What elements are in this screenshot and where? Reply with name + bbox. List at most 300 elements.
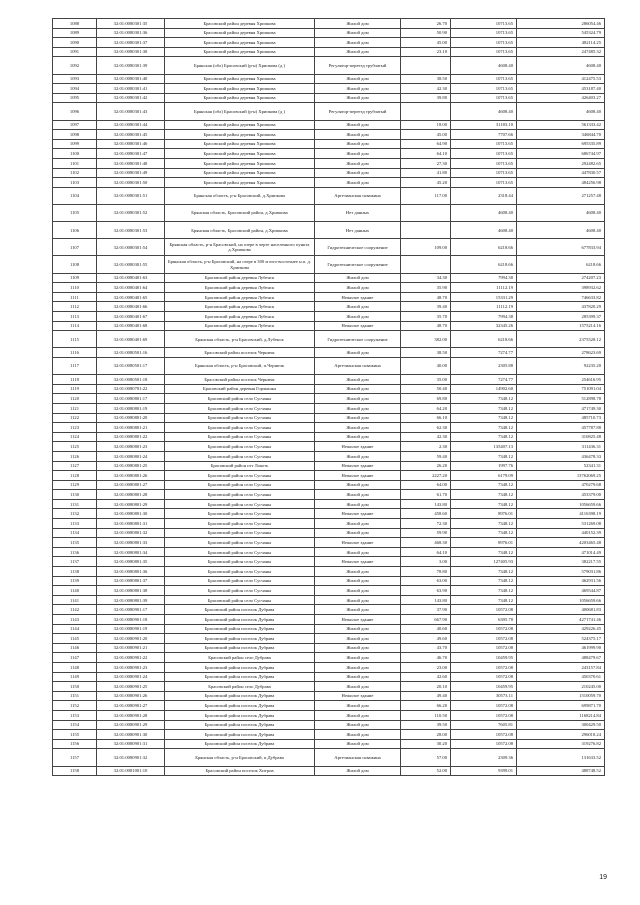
cadastral-value-cell: 254616.95	[517, 375, 605, 385]
cadastral-number-cell: 32:01:0080801:23	[97, 442, 165, 452]
object-type-cell: Нет данных	[315, 222, 401, 239]
area-cell: 3.00	[401, 557, 451, 567]
row-number-cell: 1141	[53, 595, 97, 605]
specific-value-cell: 7274.77	[451, 348, 517, 358]
specific-value-cell: 7348.12	[451, 403, 517, 413]
row-number-cell: 1135	[53, 538, 97, 548]
specific-value-cell: 10459.95	[451, 653, 517, 663]
table-row	[53, 74, 605, 84]
cadastral-number-cell: 32:01:0080401:63	[97, 273, 165, 283]
area-cell: 35.90	[401, 283, 451, 293]
specific-value-cell: 10572.08	[451, 739, 517, 749]
specific-value-cell: 10713.65	[451, 178, 517, 188]
area-cell: 39.50	[401, 720, 451, 730]
cadastral-number-cell: 32:01:0080801:19	[97, 403, 165, 413]
area-cell: 46.70	[401, 653, 451, 663]
address-cell: Брасовский район село Сусчаны	[165, 423, 315, 433]
row-number-cell: 1119	[53, 384, 97, 394]
address-cell: Брасовский район поселок Дубрава	[165, 672, 315, 682]
address-cell: Брянская область, Брасовский район, д.Хрипкова	[165, 204, 315, 221]
table-row	[53, 149, 605, 159]
area-cell: 63.00	[401, 576, 451, 586]
cadastral-number-cell: 32:01:0080301:55	[97, 256, 165, 273]
cadastral-number-cell: 32:01:0080301:40	[97, 74, 165, 84]
address-cell: Брасовский район село Сусчаны	[165, 490, 315, 500]
specific-value-cell: 127405.93	[451, 557, 517, 567]
object-type-cell: Гидротехническое сооружение	[315, 239, 401, 256]
table-row	[53, 672, 605, 682]
cadastral-value-cell: 453379.00	[517, 490, 605, 500]
address-cell: Брасовский район село Сусчаны	[165, 586, 315, 596]
object-type-cell: Жилой дом	[315, 595, 401, 605]
cadastral-number-cell: 32:01:0080301:53	[97, 222, 165, 239]
table-row	[53, 471, 605, 481]
address-cell: Брасовский район деревня Хрипкова	[165, 130, 315, 140]
cadastral-value-table	[52, 18, 605, 776]
area-cell: 2.30	[401, 442, 451, 452]
table-row	[53, 413, 605, 423]
specific-value-cell: 30573.11	[451, 691, 517, 701]
specific-value-cell: 4608.40	[451, 57, 517, 74]
cadastral-value-cell: 1510059.70	[517, 691, 605, 701]
object-type-cell: Жилой дом	[315, 643, 401, 653]
area-cell: 38.50	[401, 348, 451, 358]
table-row	[53, 84, 605, 94]
cadastral-value-cell: 210245.00	[517, 682, 605, 692]
table-row	[53, 691, 605, 701]
address-cell: Брасовский район деревня Хрипкова	[165, 149, 315, 159]
area-cell: 64.10	[401, 149, 451, 159]
address-cell: Брасовский район село Сусчаны	[165, 557, 315, 567]
cadastral-value-cell: 488479.67	[517, 653, 605, 663]
row-number-cell: 1149	[53, 672, 97, 682]
cadastral-number-cell: 32:01:0080901:28	[97, 710, 165, 720]
cadastral-value-cell: 346844.70	[517, 130, 605, 140]
object-type-cell: Жилой дом	[315, 634, 401, 644]
table-row	[53, 605, 605, 615]
cadastral-number-cell: 32:01:0081001:10	[97, 766, 165, 776]
cadastral-number-cell: 32:01:0080401:67	[97, 312, 165, 322]
specific-value-cell: 10713.65	[451, 93, 517, 103]
table-row	[53, 557, 605, 567]
specific-value-cell: 7605.81	[451, 720, 517, 730]
table-row	[53, 120, 605, 130]
row-number-cell: 1109	[53, 273, 97, 283]
specific-value-cell: 10572.08	[451, 662, 517, 672]
cadastral-number-cell: 32:01:0080901:29	[97, 720, 165, 730]
cadastral-value-cell: 426403.27	[517, 93, 605, 103]
specific-value-cell: 7348.12	[451, 423, 517, 433]
row-number-cell: 1132	[53, 509, 97, 519]
area-cell: 109.00	[401, 239, 451, 256]
specific-value-cell: 10713.65	[451, 139, 517, 149]
cadastral-value-cell: 4608.40	[517, 57, 605, 74]
row-number-cell: 1123	[53, 423, 97, 433]
address-cell: Брасовский район деревня Хрипкова	[165, 139, 315, 149]
address-cell: Брасовский район поселок Дубрава	[165, 720, 315, 730]
row-number-cell: 1136	[53, 547, 97, 557]
specific-value-cell: 10713.65	[451, 38, 517, 48]
row-number-cell: 1112	[53, 302, 97, 312]
row-number-cell: 1157	[53, 749, 97, 766]
address-cell: Брасовский район деревня Хрипкова	[165, 47, 315, 57]
table-row	[53, 256, 605, 273]
cadastral-number-cell: 32:01:0080301:49	[97, 168, 165, 178]
table-row	[53, 139, 605, 149]
object-type-cell: Нежилое здание	[315, 615, 401, 625]
object-type-cell: Жилой дом	[315, 567, 401, 577]
cadastral-value-cell: 579031.86	[517, 567, 605, 577]
specific-value-cell: 7348.12	[451, 567, 517, 577]
cadastral-number-cell: 32:01:0080901:30	[97, 730, 165, 740]
object-type-cell: Жилой дом	[315, 653, 401, 663]
cadastral-number-cell: 32:01:0080501:18	[97, 375, 165, 385]
row-number-cell: 1104	[53, 187, 97, 204]
cadastral-value-cell: 52341.31	[517, 461, 605, 471]
area-cell: 48.70	[401, 292, 451, 302]
table-row	[53, 178, 605, 188]
address-cell: Брянская (обл) Брасовский (р-н) Хрипкова (д )	[165, 57, 315, 74]
object-type-cell: Жилой дом	[315, 547, 401, 557]
specific-value-cell: 4608.40	[451, 103, 517, 120]
address-cell: Брасовский район поселок Дубрава	[165, 605, 315, 615]
cadastral-value-cell: 300429.50	[517, 720, 605, 730]
table-row	[53, 103, 605, 120]
specific-value-cell: 10572.08	[451, 643, 517, 653]
specific-value-cell: 9399.01	[451, 766, 517, 776]
row-number-cell: 1094	[53, 84, 97, 94]
area-cell: 39.80	[401, 93, 451, 103]
area-cell: 45.00	[401, 130, 451, 140]
cadastral-value-cell: 278623.69	[517, 348, 605, 358]
address-cell: Брасовский район деревня Хрипкова	[165, 19, 315, 29]
specific-value-cell: 7348.12	[451, 413, 517, 423]
object-type-cell: Жилой дом	[315, 720, 401, 730]
row-number-cell: 1151	[53, 691, 97, 701]
area-cell: 39.40	[401, 302, 451, 312]
object-type-cell: Нежилое здание	[315, 557, 401, 567]
cadastral-value-cell: 561333.42	[517, 120, 605, 130]
cadastral-number-cell: 32:01:0080801:27	[97, 480, 165, 490]
table-row	[53, 586, 605, 596]
specific-value-cell: 10572.08	[451, 730, 517, 740]
object-type-cell: Жилой дом	[315, 158, 401, 168]
row-number-cell: 1142	[53, 605, 97, 615]
cadastral-number-cell: 32:01:0080301:43	[97, 103, 165, 120]
object-type-cell: Жилой дом	[315, 672, 401, 682]
specific-value-cell: 10713.65	[451, 84, 517, 94]
cadastral-table-sheet	[52, 18, 604, 776]
row-number-cell: 1148	[53, 662, 97, 672]
address-cell: Брасовский район село Сусчаны	[165, 538, 315, 548]
area-cell: 117.00	[401, 187, 451, 204]
address-cell: Брянская область, р-н Брасовский, д.Хрипкова	[165, 187, 315, 204]
area-cell: 64.90	[401, 139, 451, 149]
cadastral-number-cell: 32:01:0080801:35	[97, 557, 165, 567]
object-type-cell: Нежилое здание	[315, 292, 401, 302]
cadastral-number-cell: 32:01:0080801:31	[97, 519, 165, 529]
table-row	[53, 682, 605, 692]
table-row	[53, 528, 605, 538]
cadastral-value-cell: 457787.88	[517, 423, 605, 433]
table-row	[53, 710, 605, 720]
row-number-cell: 1138	[53, 567, 97, 577]
table-row	[53, 519, 605, 529]
specific-value-cell: 10572.08	[451, 710, 517, 720]
cadastral-number-cell: 32:01:0080901:22	[97, 653, 165, 663]
area-cell: 42.30	[401, 432, 451, 442]
cadastral-value-cell: 4608.40	[517, 103, 605, 120]
address-cell: Брасовский район поселок Хитров	[165, 766, 315, 776]
object-type-cell: Жилой дом	[315, 384, 401, 394]
area-cell: 23.00	[401, 662, 451, 672]
row-number-cell: 1092	[53, 57, 97, 74]
cadastral-value-cell: 412475.53	[517, 74, 605, 84]
cadastral-number-cell: 32:01:0080801:36	[97, 567, 165, 577]
area-cell: 40.60	[401, 624, 451, 634]
cadastral-value-cell: 4608.40	[517, 222, 605, 239]
row-number-cell: 1102	[53, 168, 97, 178]
cadastral-value-cell: 271257.48	[517, 187, 605, 204]
row-number-cell: 1129	[53, 480, 97, 490]
address-cell: Брасовский район деревня Лубенск	[165, 273, 315, 283]
row-number-cell: 1099	[53, 139, 97, 149]
specific-value-cell: 10713.65	[451, 74, 517, 84]
cadastral-number-cell: 32:01:0080301:44	[97, 120, 165, 130]
cadastral-number-cell: 32:01:0080801:24	[97, 451, 165, 461]
cadastral-value-cell: 440152.39	[517, 528, 605, 538]
cadastral-value-cell: 531269.08	[517, 519, 605, 529]
cadastral-number-cell: 32:01:0080901:26	[97, 691, 165, 701]
cadastral-number-cell: 32:01:0080801:21	[97, 423, 165, 433]
table-row	[53, 321, 605, 331]
table-row	[53, 403, 605, 413]
specific-value-cell: 7348.12	[451, 595, 517, 605]
table-row	[53, 19, 605, 29]
address-cell: Брасовский район поселок Дубрава	[165, 710, 315, 720]
row-number-cell: 1134	[53, 528, 97, 538]
table-row	[53, 634, 605, 644]
object-type-cell: Нежилое здание	[315, 509, 401, 519]
area-cell: 35.70	[401, 312, 451, 322]
object-type-cell: Гидротехническое сооружение	[315, 256, 401, 273]
specific-value-cell: 10572.08	[451, 701, 517, 711]
specific-value-cell: 10459.95	[451, 682, 517, 692]
table-row	[53, 432, 605, 442]
cadastral-number-cell: 32:01:0080901:17	[97, 605, 165, 615]
cadastral-value-cell: 484256.98	[517, 178, 605, 188]
area-cell: 40.00	[401, 357, 451, 374]
object-type-cell: Нежилое здание	[315, 321, 401, 331]
row-number-cell: 1137	[53, 557, 97, 567]
table-body	[53, 19, 605, 776]
row-number-cell: 1113	[53, 312, 97, 322]
cadastral-number-cell: 32:01:0080801:28	[97, 490, 165, 500]
object-type-cell: Жилой дом	[315, 605, 401, 615]
specific-value-cell: 10572.08	[451, 605, 517, 615]
address-cell: Брасовский район село Сусчаны	[165, 480, 315, 490]
area-cell: 41.80	[401, 168, 451, 178]
object-type-cell: Жилой дом	[315, 178, 401, 188]
table-row	[53, 57, 605, 74]
object-type-cell: Жилой дом	[315, 139, 401, 149]
area-cell: 59.90	[401, 528, 451, 538]
row-number-cell: 1155	[53, 730, 97, 740]
cadastral-value-cell: 453187.40	[517, 84, 605, 94]
specific-value-cell: 31183.10	[451, 120, 517, 130]
table-row	[53, 662, 605, 672]
table-row	[53, 375, 605, 385]
cadastral-number-cell: 32:01:0080301:54	[97, 239, 165, 256]
area-cell: 50.40	[401, 384, 451, 394]
cadastral-number-cell: 32:01:0080901:18	[97, 615, 165, 625]
cadastral-value-cell: 310825.48	[517, 432, 605, 442]
table-row	[53, 331, 605, 348]
area-cell: 26.70	[401, 19, 451, 29]
address-cell: Брасовский район поселок Дубрава	[165, 739, 315, 749]
row-number-cell: 1140	[53, 586, 97, 596]
address-cell: Брасовский район деревня Хрипкова	[165, 93, 315, 103]
row-number-cell: 1107	[53, 239, 97, 256]
area-cell: 72.30	[401, 519, 451, 529]
row-number-cell: 1158	[53, 766, 97, 776]
area-cell: 62.30	[401, 423, 451, 433]
table-row	[53, 187, 605, 204]
area-cell	[401, 57, 451, 74]
address-cell: Брасовский район село Сусчаны	[165, 403, 315, 413]
cadastral-value-cell: 286054.46	[517, 19, 605, 29]
address-cell: Брасовский район поселок Дубрава	[165, 691, 315, 701]
specific-value-cell: 10713.65	[451, 28, 517, 38]
cadastral-number-cell: 32:01:0080301:38	[97, 47, 165, 57]
address-cell: Брасовский район деревня Лубенск	[165, 283, 315, 293]
cadastral-value-cell: 450370.61	[517, 672, 605, 682]
row-number-cell: 1143	[53, 615, 97, 625]
address-cell: Брянская область, Брасовский район, д.Хрипкова	[165, 222, 315, 239]
cadastral-number-cell: 32:01:0080901:25	[97, 682, 165, 692]
object-type-cell: Жилой дом	[315, 47, 401, 57]
specific-value-cell: 2318.44	[451, 187, 517, 204]
table-row	[53, 547, 605, 557]
object-type-cell: Нежилое здание	[315, 461, 401, 471]
table-row	[53, 615, 605, 625]
row-number-cell: 1114	[53, 321, 97, 331]
specific-value-cell: 8976.01	[451, 538, 517, 548]
table-row	[53, 509, 605, 519]
address-cell: Брянская (обл) Брасовский (р-н) Хрипкова (д )	[165, 103, 315, 120]
cadastral-number-cell: 32:01:0080901:31	[97, 739, 165, 749]
cadastral-value-cell: 699871.70	[517, 701, 605, 711]
object-type-cell: Жилой дом	[315, 348, 401, 358]
object-type-cell: Артезианская скважина	[315, 749, 401, 766]
area-cell: 66.10	[401, 413, 451, 423]
cadastral-number-cell: 32:01:0080301:41	[97, 84, 165, 94]
object-type-cell: Жилой дом	[315, 490, 401, 500]
cadastral-number-cell: 32:01:0080901:19	[97, 624, 165, 634]
specific-value-cell: 10713.65	[451, 168, 517, 178]
address-cell: Брасовский район село Сусчаны	[165, 442, 315, 452]
cadastral-value-cell: 461999.90	[517, 643, 605, 653]
cadastral-number-cell: 32:01:0080801:37	[97, 576, 165, 586]
object-type-cell: Жилой дом	[315, 130, 401, 140]
address-cell: Брасовский район село Сусчаны	[165, 567, 315, 577]
object-type-cell: Жилой дом	[315, 302, 401, 312]
object-type-cell: Жилой дом	[315, 394, 401, 404]
cadastral-number-cell: 32:01:0080301:42	[97, 93, 165, 103]
specific-value-cell: 2309.36	[451, 749, 517, 766]
row-number-cell: 1131	[53, 499, 97, 509]
table-row	[53, 302, 605, 312]
cadastral-value-cell: 1056659.66	[517, 499, 605, 509]
row-number-cell: 1127	[53, 461, 97, 471]
row-number-cell: 1154	[53, 720, 97, 730]
object-type-cell: Артезианская скважина	[315, 187, 401, 204]
row-number-cell: 1106	[53, 222, 97, 239]
address-cell: Брасовский район деревня Лубенск	[165, 292, 315, 302]
row-number-cell: 1118	[53, 375, 97, 385]
area-cell	[401, 222, 451, 239]
area-cell: 66.20	[401, 701, 451, 711]
row-number-cell: 1153	[53, 710, 97, 720]
cadastral-number-cell: 32:01:0080801:20	[97, 413, 165, 423]
cadastral-value-cell: 437820.29	[517, 302, 605, 312]
specific-value-cell: 10713.65	[451, 149, 517, 159]
cadastral-value-cell: 285399.37	[517, 312, 605, 322]
specific-value-cell: 10572.08	[451, 624, 517, 634]
cadastral-number-cell: 32:01:0080801:17	[97, 394, 165, 404]
cadastral-value-cell: 296018.24	[517, 730, 605, 740]
address-cell: Брасовский район село Сусчаны	[165, 499, 315, 509]
cadastral-number-cell: 32:01:0080301:47	[97, 149, 165, 159]
specific-value-cell: 10713.65	[451, 47, 517, 57]
cadastral-number-cell: 32:01:0080301:36	[97, 28, 165, 38]
cadastral-value-cell: 470279.68	[517, 480, 605, 490]
row-number-cell: 1097	[53, 120, 97, 130]
table-row	[53, 47, 605, 57]
area-cell: 59.40	[401, 451, 451, 461]
object-type-cell: Жилой дом	[315, 84, 401, 94]
cadastral-number-cell: 32:01:0080801:32	[97, 528, 165, 538]
object-type-cell: Жилой дом	[315, 283, 401, 293]
object-type-cell: Жилой дом	[315, 682, 401, 692]
cadastral-number-cell: 32:01:0080301:45	[97, 130, 165, 140]
object-type-cell: Жилой дом	[315, 312, 401, 322]
area-cell: 49.60	[401, 634, 451, 644]
address-cell: Брасовский район поселок Черничк	[165, 375, 315, 385]
cadastral-number-cell: 32:01:0080901:32	[97, 749, 165, 766]
address-cell: Брасовский район поселок Дубрава	[165, 730, 315, 740]
table-row	[53, 357, 605, 374]
row-number-cell: 1117	[53, 357, 97, 374]
area-cell: 23.10	[401, 47, 451, 57]
address-cell: Брасовский район поселок Черничк	[165, 348, 315, 358]
address-cell: Брасовский район село Сусчаны	[165, 432, 315, 442]
cadastral-value-cell: 4203465.48	[517, 538, 605, 548]
address-cell: Брасовский район село Сусчаны	[165, 595, 315, 605]
cadastral-value-cell: 292482.65	[517, 158, 605, 168]
specific-value-cell: 6218.66	[451, 256, 517, 273]
cadastral-value-cell: 1575214.16	[517, 321, 605, 331]
cadastral-value-cell: 247485.32	[517, 47, 605, 57]
object-type-cell: Нежилое здание	[315, 538, 401, 548]
object-type-cell: Артезианская скважина	[315, 357, 401, 374]
address-cell: Брасовский район деревня Лубенск	[165, 321, 315, 331]
cadastral-number-cell: 32:01:0080401:69	[97, 331, 165, 348]
object-type-cell: Жилой дом	[315, 662, 401, 672]
row-number-cell: 1150	[53, 682, 97, 692]
area-cell	[401, 103, 451, 120]
specific-value-cell: 11112.19	[451, 283, 517, 293]
